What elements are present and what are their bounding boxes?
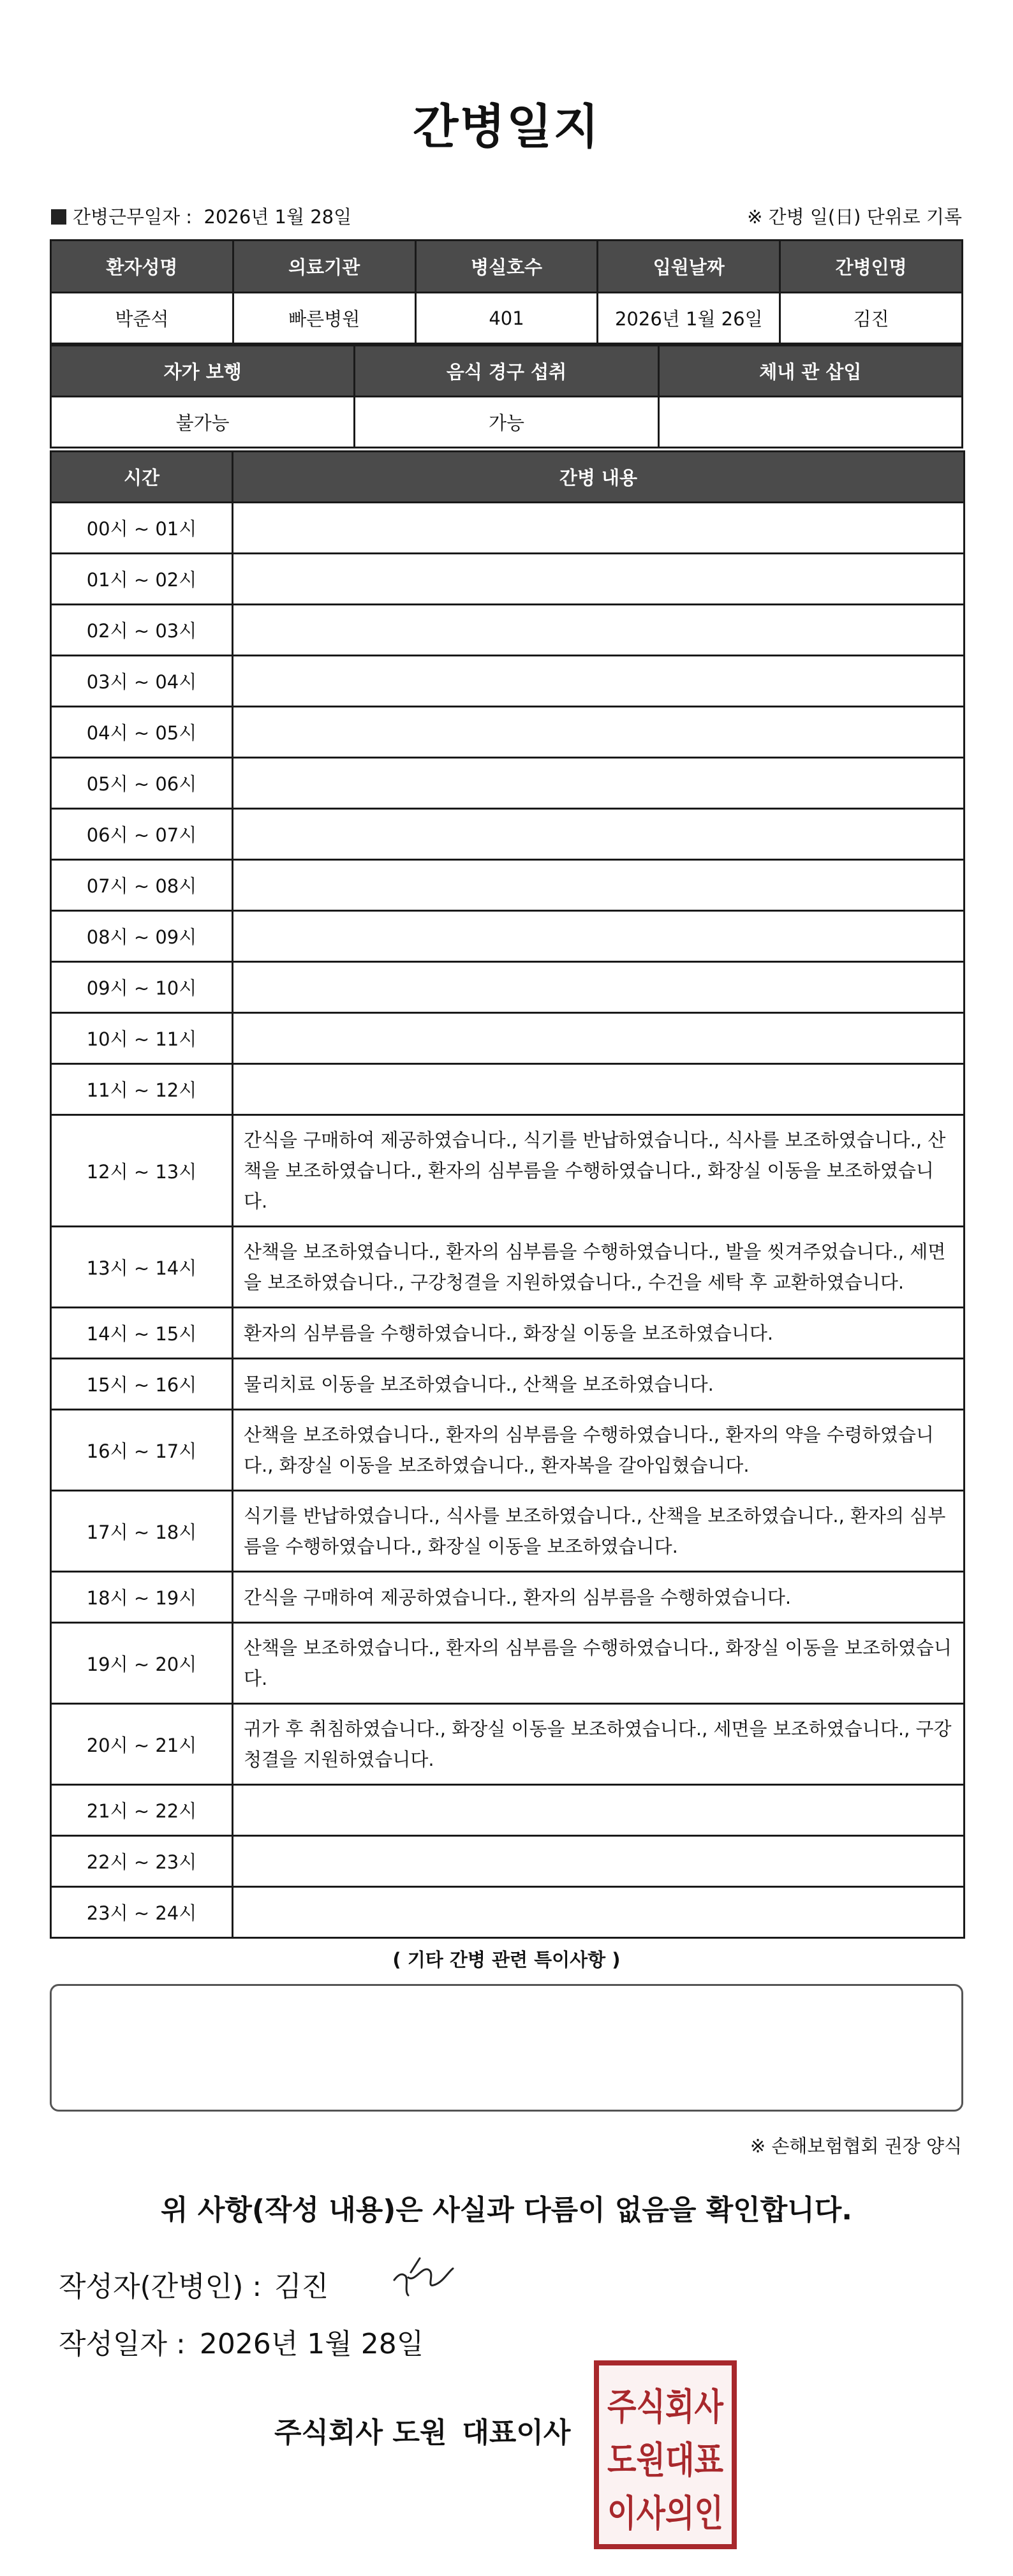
care-content — [233, 503, 965, 554]
svg-text:도원대표: 도원대표 — [607, 2438, 724, 2482]
care-content: 물리치료 이동을 보조하였습니다., 산책을 보조하였습니다. — [233, 1359, 965, 1410]
time-slot: 02시 ~ 03시 — [51, 605, 233, 656]
company-title: 대표이사 — [462, 2417, 571, 2449]
time-slot: 22시 ~ 23시 — [51, 1836, 233, 1887]
header-time: 시간 — [51, 452, 233, 503]
header-room: 병실호수 — [415, 241, 598, 293]
time-slot: 14시 ~ 15시 — [51, 1308, 233, 1359]
writer-label: 작성자(간병인) : — [59, 2270, 262, 2303]
care-content: 산책을 보조하였습니다., 환자의 심부름을 수행하였습니다., 환자의 약을 수령하였습니다., 화장실 이동을 보조하였습니다., 환자복을 갈아입혔습니다. — [233, 1410, 965, 1491]
time-slot: 20시 ~ 21시 — [51, 1704, 233, 1785]
care-content — [233, 809, 965, 860]
self-walking-value: 불가능 — [51, 397, 355, 448]
time-slot: 13시 ~ 14시 — [51, 1227, 233, 1308]
patient-name: 박준석 — [51, 293, 233, 344]
care-content — [233, 911, 965, 962]
written-date-label: 작성일자 : — [59, 2328, 186, 2360]
work-date — [51, 203, 351, 229]
header-caregiver-name: 간병인명 — [780, 241, 963, 293]
time-slot: 07시 ~ 08시 — [51, 860, 233, 911]
time-slot: 17시 ~ 18시 — [51, 1491, 233, 1572]
work-date-label: 간병근무일자 : — [73, 206, 193, 228]
care-log-table — [50, 450, 965, 1939]
header-patient-name: 환자성명 — [51, 241, 233, 293]
care-content: 산책을 보조하였습니다., 환자의 심부름을 수행하였습니다., 발을 씻겨주었습니다., 세면을 보조하였습니다., 구강청결을 지원하였습니다., 수건을 세탁 후 교환하였습니다. — [233, 1227, 965, 1308]
recommended-form-note: ※ 손해보험협회 권장 양식 — [750, 2135, 962, 2157]
time-slot: 21시 ~ 22시 — [51, 1785, 233, 1836]
care-content: 환자의 심부름을 수행하였습니다., 화장실 이동을 보조하였습니다. — [233, 1308, 965, 1359]
care-content — [233, 1887, 965, 1938]
remarks-box — [50, 1984, 963, 2112]
time-slot: 15시 ~ 16시 — [51, 1359, 233, 1410]
time-slot: 09시 ~ 10시 — [51, 962, 233, 1013]
caregiver-name: 김진 — [780, 293, 963, 344]
svg-text:이사의인: 이사의인 — [607, 2491, 723, 2535]
time-slot: 05시 ~ 06시 — [51, 758, 233, 809]
oral-intake-value: 가능 — [355, 397, 658, 448]
admission-date: 2026년 1월 26일 — [598, 293, 780, 344]
record-unit-note: ※ 간병 일(日) 단위로 기록 — [747, 206, 962, 228]
writer-line — [59, 2263, 341, 2304]
care-content — [233, 758, 965, 809]
care-content — [233, 962, 965, 1013]
company-name: 주식회사 도원 — [274, 2417, 447, 2449]
time-slot: 01시 ~ 02시 — [51, 554, 233, 605]
time-slot: 16시 ~ 17시 — [51, 1410, 233, 1491]
patient-info-table — [50, 239, 963, 344]
time-slot: 19시 ~ 20시 — [51, 1623, 233, 1704]
company-seal-stamp — [594, 2360, 737, 2549]
care-content: 간식을 구매하여 제공하였습니다., 식기를 반납하였습니다., 식사를 보조하였습니다., 산책을 보조하였습니다., 환자의 심부름을 수행하였습니다., 화장실 이동을 보조하였습니다. — [233, 1115, 965, 1227]
time-slot: 18시 ~ 19시 — [51, 1572, 233, 1623]
care-content — [233, 605, 965, 656]
svg-text:주식회사: 주식회사 — [607, 2385, 725, 2429]
care-content — [233, 1785, 965, 1836]
care-content — [233, 1013, 965, 1064]
time-slot: 06시 ~ 07시 — [51, 809, 233, 860]
time-slot: 12시 ~ 13시 — [51, 1115, 233, 1227]
header-care-content: 간병 내용 — [233, 452, 965, 503]
square-bullet-icon — [51, 209, 66, 225]
remarks-label: ( 기타 간병 관련 특이사항 ) — [392, 1949, 621, 1971]
care-content — [233, 707, 965, 758]
time-slot: 00시 ~ 01시 — [51, 503, 233, 554]
time-slot: 23시 ~ 24시 — [51, 1887, 233, 1938]
care-content — [233, 860, 965, 911]
header-admission-date: 입원날짜 — [598, 241, 780, 293]
room-number: 401 — [415, 293, 598, 344]
document-title: 간병일지 — [413, 100, 600, 154]
care-content: 식기를 반납하였습니다., 식사를 보조하였습니다., 산책을 보조하였습니다., 환자의 심부름을 수행하였습니다., 화장실 이동을 보조하였습니다. — [233, 1491, 965, 1572]
time-slot: 10시 ~ 11시 — [51, 1013, 233, 1064]
care-content — [233, 1064, 965, 1115]
time-slot: 03시 ~ 04시 — [51, 656, 233, 707]
written-date-value: 2026년 1월 28일 — [199, 2328, 424, 2360]
time-slot: 11시 ~ 12시 — [51, 1064, 233, 1115]
header-tube-insertion: 체내 관 삽입 — [658, 346, 962, 397]
header-self-walking: 자가 보행 — [51, 346, 355, 397]
care-content: 귀가 후 취침하였습니다., 화장실 이동을 보조하였습니다., 세면을 보조하였습니다., 구강청결을 지원하였습니다. — [233, 1704, 965, 1785]
company-line — [274, 2409, 586, 2450]
time-slot: 08시 ~ 09시 — [51, 911, 233, 962]
header-oral-intake: 음식 경구 섭취 — [355, 346, 658, 397]
confirmation-statement: 위 사항(작성 내용)은 사실과 다름이 없음을 확인합니다. — [161, 2194, 852, 2226]
time-slot: 04시 ~ 05시 — [51, 707, 233, 758]
hospital: 빠른병원 — [233, 293, 415, 344]
writer-name: 김진 — [274, 2270, 329, 2303]
care-content — [233, 656, 965, 707]
tube-insertion-value — [658, 397, 962, 448]
handwritten-signature — [389, 2247, 459, 2304]
written-date-line — [59, 2321, 438, 2362]
care-content: 산책을 보조하였습니다., 환자의 심부름을 수행하였습니다., 화장실 이동을 보조하였습니다. — [233, 1623, 965, 1704]
care-content — [233, 1836, 965, 1887]
header-hospital: 의료기관 — [233, 241, 415, 293]
care-content — [233, 554, 965, 605]
patient-status-table — [50, 344, 963, 448]
work-date-value: 2026년 1월 28일 — [203, 206, 352, 228]
care-content: 간식을 구매하여 제공하였습니다., 환자의 심부름을 수행하였습니다. — [233, 1572, 965, 1623]
